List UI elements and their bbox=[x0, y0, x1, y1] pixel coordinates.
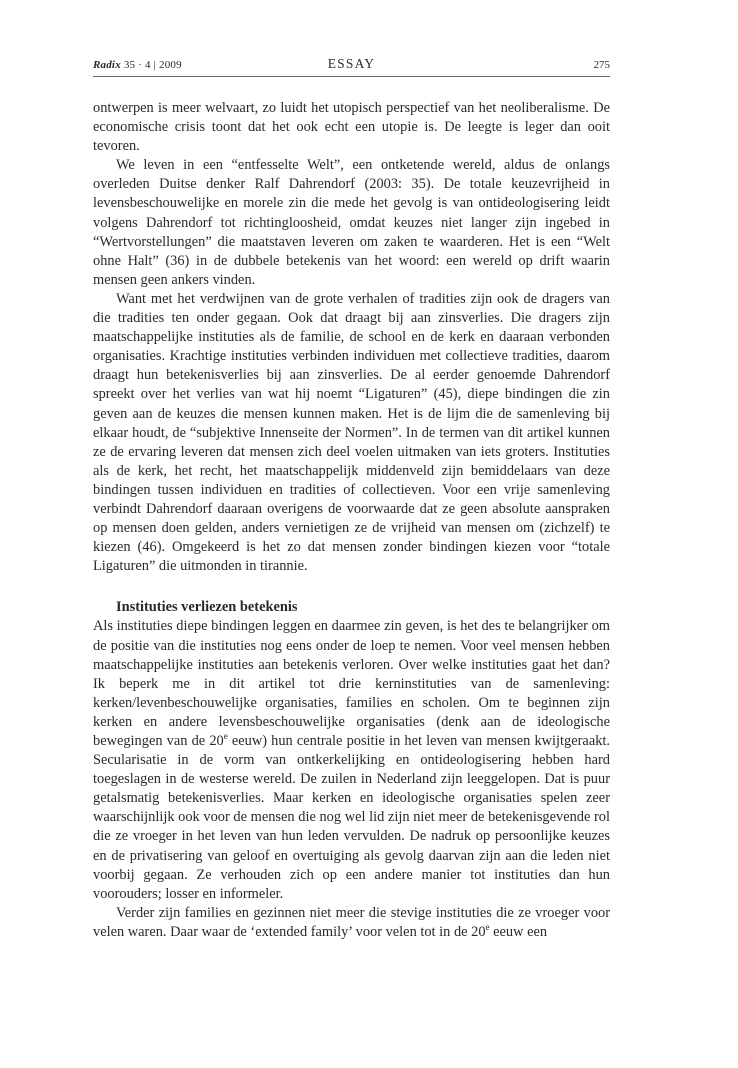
superscript: e bbox=[485, 922, 490, 933]
superscript: e bbox=[223, 731, 228, 742]
paragraph-text: Als instituties diepe bindingen leggen en daarmee zin geven, is het des te belangrijker om de positie van die instituties nog eens onder de loep te nemen. Voor veel mensen hebben maatschappelijke instituties aan betekenis verloren. Over welke instituties gaat het dan? Ik beperk me in dit artikel tot drie kerninstituties van de samenleving: kerken/levenbeschouwelijke organisaties, families en scholen. Om te beginnen zijn kerken en andere levensbeschouwelijke organisaties (denk aan de ideologische bewegingen van de 20 bbox=[93, 618, 610, 749]
paragraph-text: eeuw een bbox=[489, 923, 548, 940]
page-number: 275 bbox=[593, 59, 610, 71]
section-heading: Instituties verliezen betekenis bbox=[116, 599, 298, 616]
paragraph: ontwerpen is meer welvaart, zo luidt het utopisch perspectief van het neoliberalisme. De economische crisis toont dat het ook echt een utopie is. De leegte is leger dan ooit tevoren. bbox=[93, 100, 610, 155]
paragraph-text: Verder zijn families en gezinnen niet meer die stevige instituties die ze vroeger voor velen waren. Daar waar de ‘extended family’ voor velen tot in de 20 bbox=[93, 904, 610, 940]
running-header bbox=[93, 56, 610, 77]
journal-name: Radix bbox=[93, 59, 121, 71]
article-body bbox=[93, 99, 610, 942]
paragraph bbox=[93, 617, 610, 903]
section-label: ESSAY bbox=[327, 56, 376, 71]
paragraph: We leven in een “entfesselte Welt”, een ontketende wereld, aldus de onlangs overleden Duitse denker Ralf Dahrendorf (2003: 35). De totale keuzevrijheid in levensbeschouwelijke en morele zin die mede het gevolg is van ontideologisering leidt volgens Dahrendorf tot richtingloosheid, omdat keuzes niet langer zijn ingebed in “Wertvorstellungen” die maatstaven leveren om zaken te waarderen. Het is een “Welt ohne Halt” (36) in de dubbele betekenis van het woord: een wereld op drift waarin mensen geen ankers vinden. bbox=[93, 157, 610, 288]
journal-issue: 35 · 4 | 2009 bbox=[123, 59, 182, 71]
paragraph bbox=[93, 904, 610, 942]
paragraph: Want met het verdwijnen van de grote verhalen of tradities zijn ook de dragers van die tradities ten onder gegaan. Ook dat draagt bij aan zinsverlies. Die dragers zijn maatschappelijke instituties als de familie, de school en de kerk en daaraan verbonden organisaties. Krachtige instituties verbinden individuen met collectieve tradities, daarom draagt hun betekenisverlies bij aan zinsverlies. De al eerder genoemde Dahrendorf spreekt over het verlies van wat hij noemt “Ligaturen” (45), diepe bindingen die zin geven aan de keuzes die mensen kunnen maken. Het is de lijm die de samenleving bij elkaar houdt, de “subjektive Innenseite der Normen”. In de termen van dit artikel kunnen ze de ervaring leveren dat mensen zich deel voelen uitmaken van iets groters. Instituties als de kerk, het recht, het maatschappelijk middenveld zijn bemiddelaars van deze bindingen tussen individuen en tradities of collectieven. Voor een vrije samenleving verbindt Dahrendorf daaraan overigens de voorwaarde dat ze geen absolute aanspraken op mensen doen gelden, anders vernietigen ze de vrijheid van mensen om (zichzelf) te kiezen (46). Omgekeerd is het zo dat mensen zonder bindingen kiezen voor “totale Ligaturen” die uitmonden in tirannie. bbox=[93, 290, 610, 575]
paragraph-text: eeuw) hun centrale positie in het leven van mensen kwijtgeraakt. Secularisatie in de vorm van ontkerkelijking en ontideologisering hebben hard toegeslagen in de westerse wereld. De zuilen in Nederland zijn leeggelopen. Dat is puur getalsmatig betekenisverlies. Maar kerken en ideologische organisaties spelen zeer waarschijnlijk ook voor de mensen die nog wel lid zijn niet meer de betekenisgevende rol die ze vroeger in het leven van hun leden vervulden. De nadruk op persoonlijke keuzes en de privatisering van geloof en overtuiging als gevolg daarvan zijn aan die leden niet voorbij gegaan. Ze verhouden zich op een andere manier tot instituties dan hun voorouders; losser en informeler. bbox=[93, 733, 610, 902]
